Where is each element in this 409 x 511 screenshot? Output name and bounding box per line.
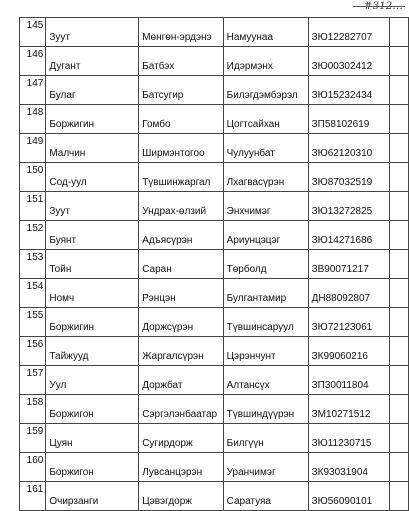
row-number-text: 145	[26, 20, 44, 31]
clan-name-cell	[46, 192, 139, 221]
registration-number-cell	[308, 424, 389, 453]
clan-name-cell	[46, 453, 139, 482]
row-number	[20, 221, 46, 250]
clan-name-cell	[46, 366, 139, 395]
given-name-cell-text: Цэрэнчунт	[226, 350, 276, 362]
registration-number-cell	[308, 134, 389, 163]
clan-name-cell-text: Малчин	[49, 147, 86, 159]
father-name-cell	[139, 192, 223, 221]
table-row	[20, 337, 409, 366]
clan-name-cell-text: Боржигин	[49, 321, 95, 333]
given-name-cell-text: Цогтсайхан	[226, 118, 280, 130]
registration-number-cell-text: ДН88092807	[311, 292, 371, 304]
father-name-cell	[139, 221, 223, 250]
row-number	[20, 279, 46, 308]
registration-number-cell-text: ЗМ10271512	[311, 408, 371, 420]
given-name-cell	[223, 163, 308, 192]
row-number-text: 157	[26, 368, 44, 379]
father-name-cell	[139, 337, 223, 366]
clan-name-cell-text: Зуут	[49, 205, 70, 217]
row-number	[20, 250, 46, 279]
row-number	[20, 192, 46, 221]
father-name-cell	[139, 453, 223, 482]
row-number-text: 154	[26, 281, 44, 292]
empty-cell	[389, 76, 408, 105]
table-row	[20, 250, 409, 279]
father-name-cell-text: Мөнгөн-эрдэнэ	[142, 31, 212, 43]
clan-name-cell	[46, 221, 139, 250]
empty-cell	[389, 163, 408, 192]
row-number	[20, 395, 46, 424]
father-name-cell-text: Гомбо	[142, 118, 171, 130]
clan-name-cell	[46, 134, 139, 163]
row-number	[20, 163, 46, 192]
registration-number-cell-text: ЗЮ14271686	[311, 234, 373, 246]
given-name-cell-text: Идэрмэнх	[226, 60, 273, 72]
row-number-text: 150	[26, 165, 44, 176]
clan-name-cell	[46, 424, 139, 453]
father-name-cell-text: Жаргалсүрэн	[142, 350, 204, 362]
given-name-cell-text: Уранчимэг	[226, 466, 276, 478]
given-name-cell	[223, 424, 308, 453]
father-name-cell-text: Рэнцэн	[142, 292, 176, 304]
row-number	[20, 453, 46, 482]
registration-number-cell	[308, 308, 389, 337]
given-name-cell-text: Билэгдэмбэрэл	[226, 89, 298, 101]
registration-number-cell-text: ЗЮ00302412	[311, 60, 373, 72]
row-number-text: 148	[26, 107, 44, 118]
row-number-text: 161	[26, 484, 44, 495]
row-number	[20, 366, 46, 395]
registration-number-cell-text: ЗЮ56090101	[311, 495, 373, 507]
registration-number-cell	[308, 18, 389, 47]
given-name-cell-text: Алтансүх	[226, 379, 270, 391]
father-name-cell-text: Батбэх	[142, 60, 175, 72]
father-name-cell	[139, 134, 223, 163]
clan-name-cell-text: Боржигон	[49, 408, 94, 420]
father-name-cell-text: Доржсүрэн	[142, 321, 194, 333]
father-name-cell	[139, 366, 223, 395]
clan-name-cell	[46, 337, 139, 366]
registration-number-cell-text: ЗЮ12282707	[311, 31, 373, 43]
father-name-cell-text: Лувсанцэрэн	[142, 466, 203, 478]
father-name-cell-text: Ундрах-өлзий	[142, 205, 207, 217]
registration-number-cell-text: ЗЮ72123061	[311, 321, 373, 333]
empty-cell	[389, 337, 408, 366]
given-name-cell-text: Булгантамир	[226, 292, 287, 304]
given-name-cell	[223, 366, 308, 395]
father-name-cell	[139, 18, 223, 47]
empty-cell	[389, 47, 408, 76]
empty-cell	[389, 366, 408, 395]
row-number	[20, 18, 46, 47]
row-number	[20, 424, 46, 453]
given-name-cell	[223, 105, 308, 134]
registration-number-cell-text: ЗП58102619	[311, 118, 370, 130]
father-name-cell-text: Түвшинжаргал	[142, 176, 211, 188]
registration-number-cell	[308, 482, 389, 511]
clan-name-cell	[46, 163, 139, 192]
registration-number-cell	[308, 163, 389, 192]
empty-cell	[389, 308, 408, 337]
clan-name-cell	[46, 76, 139, 105]
row-number-text: 155	[26, 310, 44, 321]
registration-number-cell	[308, 453, 389, 482]
clan-name-cell	[46, 18, 139, 47]
row-number-text: 160	[26, 455, 44, 466]
empty-cell	[389, 18, 408, 47]
table-row	[20, 76, 409, 105]
clan-name-cell	[46, 308, 139, 337]
table-row	[20, 453, 409, 482]
father-name-cell-text: Цэвэгдорж	[142, 495, 192, 507]
row-number-text: 149	[26, 136, 44, 147]
table-row	[20, 424, 409, 453]
father-name-cell-text: Саран	[142, 263, 172, 275]
father-name-cell	[139, 105, 223, 134]
row-number-text: 147	[26, 78, 44, 89]
row-number-text: 151	[26, 194, 44, 205]
given-name-cell-text: Чулуунбат	[226, 147, 275, 159]
clan-name-cell	[46, 482, 139, 511]
given-name-cell	[223, 337, 308, 366]
empty-cell	[389, 192, 408, 221]
clan-name-cell-text: Буянт	[49, 234, 77, 246]
registration-number-cell	[308, 105, 389, 134]
row-number	[20, 105, 46, 134]
given-name-cell	[223, 279, 308, 308]
empty-cell	[389, 105, 408, 134]
table-row	[20, 18, 409, 47]
clan-name-cell-text: Номч	[49, 292, 75, 304]
given-name-cell	[223, 192, 308, 221]
row-number	[20, 308, 46, 337]
given-name-cell	[223, 18, 308, 47]
given-name-cell-text: Төрболд	[226, 263, 267, 275]
registration-number-cell	[308, 221, 389, 250]
row-number	[20, 134, 46, 163]
given-name-cell-text: Намуунаа	[226, 31, 274, 43]
registration-number-cell	[308, 47, 389, 76]
table-row	[20, 192, 409, 221]
father-name-cell-text: Адъясүрэн	[142, 234, 193, 246]
empty-cell	[389, 482, 408, 511]
father-name-cell	[139, 424, 223, 453]
clan-name-cell-text: Дугант	[49, 60, 81, 72]
registration-number-cell-text: ЗК99060216	[311, 350, 368, 362]
given-name-cell	[223, 76, 308, 105]
clan-name-cell-text: Боржигин	[49, 118, 95, 130]
registration-number-cell-text: ЗК93031904	[311, 466, 368, 478]
row-number-text: 156	[26, 339, 44, 350]
given-name-cell	[223, 221, 308, 250]
clan-name-cell-text: Цуян	[49, 437, 73, 449]
registration-number-cell-text: ЗП30011804	[311, 379, 369, 391]
table-row	[20, 163, 409, 192]
clan-name-cell-text: Боржигон	[49, 466, 94, 478]
row-number-text: 146	[26, 49, 44, 60]
registration-number-cell-text: ЗЮ15232434	[311, 89, 373, 101]
registration-number-cell	[308, 279, 389, 308]
empty-cell	[389, 134, 408, 163]
given-name-cell	[223, 453, 308, 482]
father-name-cell	[139, 279, 223, 308]
father-name-cell-text: Доржбат	[142, 379, 183, 391]
given-name-cell	[223, 482, 308, 511]
given-name-cell-text: Билгүүн	[226, 437, 264, 449]
row-number-text: 152	[26, 223, 44, 234]
given-name-cell-text: Лхагвасүрэн	[226, 176, 285, 188]
registration-number-cell-text: ЗЮ87032519	[311, 176, 373, 188]
father-name-cell	[139, 308, 223, 337]
father-name-cell-text: Сэргэлэнбаатар	[142, 408, 218, 420]
registration-number-cell	[308, 192, 389, 221]
table-row	[20, 366, 409, 395]
roster-body	[20, 18, 409, 511]
clan-name-cell-text: Булаг	[49, 89, 76, 101]
clan-name-cell-text: Тойн	[49, 263, 72, 275]
clan-name-cell-text: Тайжууд	[49, 350, 89, 362]
clan-name-cell-text: Сод-уул	[49, 176, 87, 188]
registration-number-cell	[308, 250, 389, 279]
given-name-cell	[223, 134, 308, 163]
given-name-cell-text: Түвшиндүүрэн	[226, 408, 295, 420]
father-name-cell	[139, 163, 223, 192]
registration-number-cell-text: ЗЮ62120310	[311, 147, 373, 159]
empty-cell	[389, 453, 408, 482]
given-name-cell	[223, 47, 308, 76]
registration-number-cell	[308, 337, 389, 366]
father-name-cell-text: Батсугир	[142, 89, 184, 101]
registration-number-cell	[308, 366, 389, 395]
father-name-cell	[139, 76, 223, 105]
clan-name-cell-text: Зуут	[49, 31, 70, 43]
clan-name-cell	[46, 395, 139, 424]
clan-name-cell	[46, 279, 139, 308]
clan-name-cell	[46, 47, 139, 76]
row-number	[20, 482, 46, 511]
registration-number-cell-text: ЗЮ13272825	[311, 205, 373, 217]
given-name-cell	[223, 395, 308, 424]
empty-cell	[389, 395, 408, 424]
page-number-underline	[353, 6, 405, 7]
registration-number-cell-text: ЗВ90071217	[311, 263, 369, 275]
empty-cell	[389, 424, 408, 453]
clan-name-cell	[46, 250, 139, 279]
clan-name-cell-text: Уул	[49, 379, 67, 391]
table-row	[20, 482, 409, 511]
roster-table	[19, 17, 409, 511]
table-row	[20, 279, 409, 308]
father-name-cell-text: Ширмэнтогоо	[142, 147, 205, 159]
row-number-text: 153	[26, 252, 44, 263]
father-name-cell	[139, 482, 223, 511]
table-row	[20, 308, 409, 337]
given-name-cell	[223, 308, 308, 337]
father-name-cell	[139, 250, 223, 279]
given-name-cell-text: Энхчимэг	[226, 205, 271, 217]
father-name-cell	[139, 47, 223, 76]
empty-cell	[389, 221, 408, 250]
table-row	[20, 395, 409, 424]
row-number	[20, 76, 46, 105]
empty-cell	[389, 279, 408, 308]
registration-number-cell	[308, 76, 389, 105]
table-row	[20, 105, 409, 134]
table-row	[20, 221, 409, 250]
given-name-cell	[223, 250, 308, 279]
registration-number-cell-text: ЗЮ11230715	[311, 437, 372, 449]
table-row	[20, 47, 409, 76]
father-name-cell-text: Сугирдорж	[142, 437, 193, 449]
given-name-cell-text: Ариунцэцэг	[226, 234, 281, 246]
clan-name-cell	[46, 105, 139, 134]
clan-name-cell-text: Очирзанги	[49, 495, 99, 507]
registration-number-cell	[308, 395, 389, 424]
table-row	[20, 134, 409, 163]
row-number	[20, 337, 46, 366]
father-name-cell	[139, 395, 223, 424]
row-number-text: 159	[26, 426, 44, 437]
given-name-cell-text: Түвшинсаруул	[226, 321, 294, 333]
row-number-text: 158	[26, 397, 44, 408]
empty-cell	[389, 250, 408, 279]
row-number	[20, 47, 46, 76]
given-name-cell-text: Саратуяа	[226, 495, 271, 507]
